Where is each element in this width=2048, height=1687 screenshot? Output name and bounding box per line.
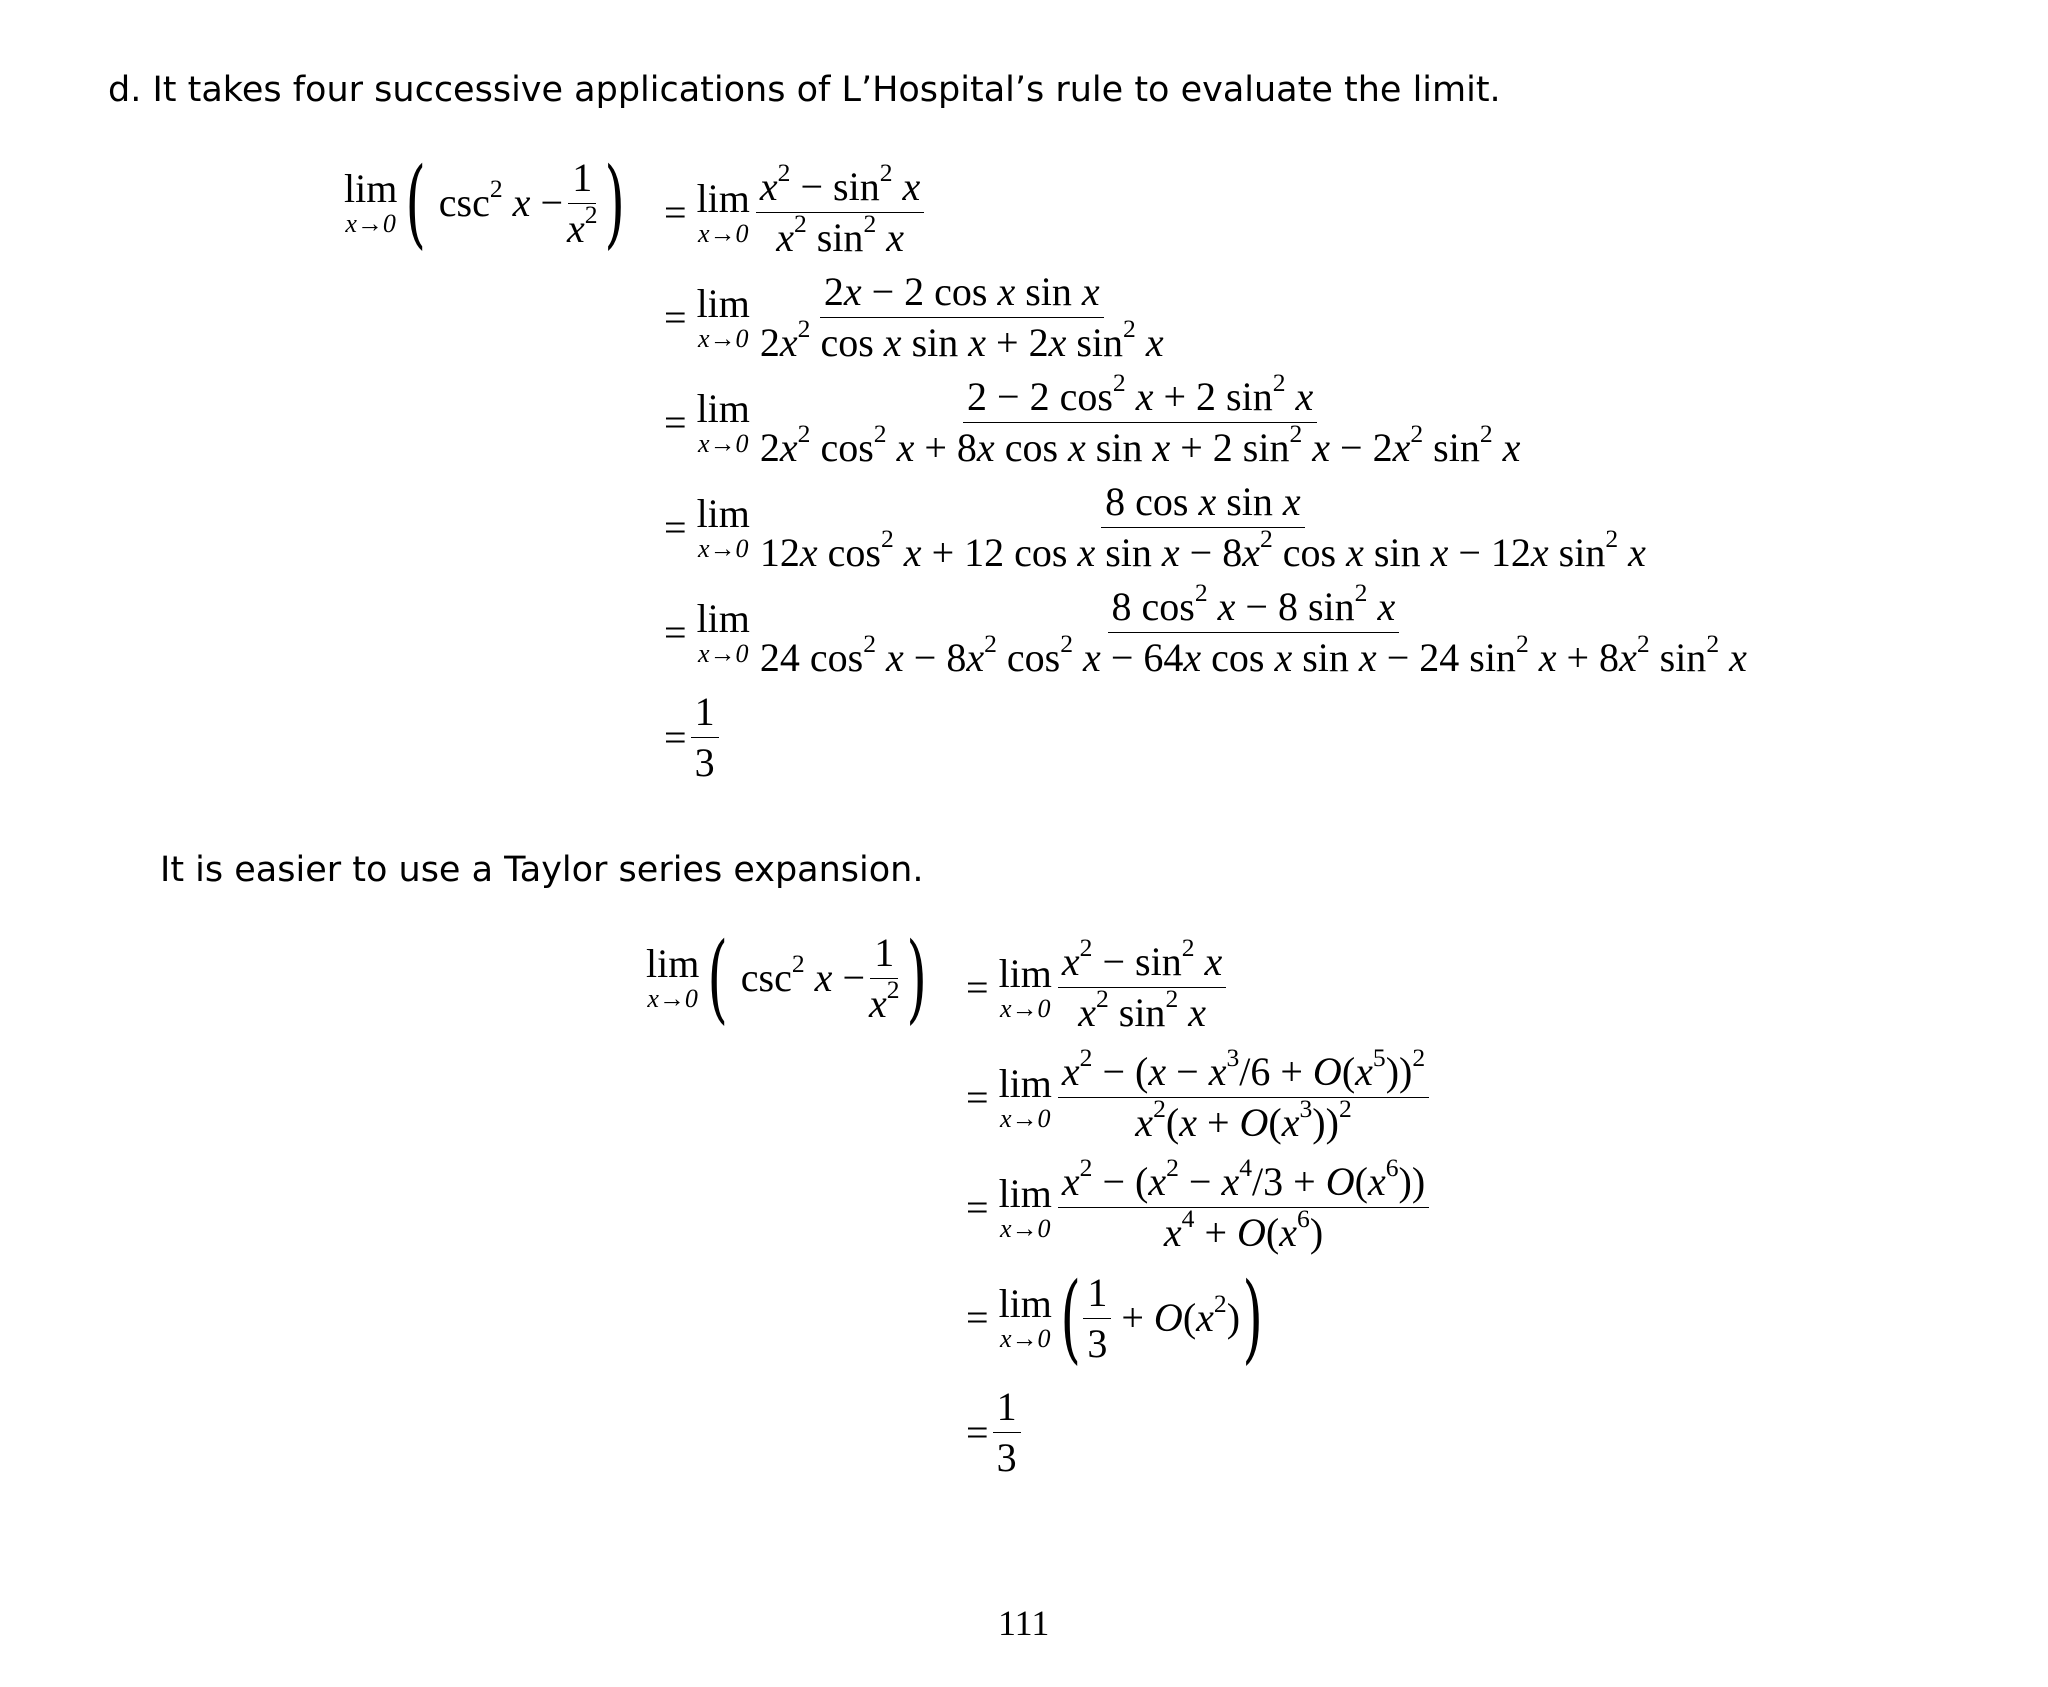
fraction: $\frac{2 - 2 \cos^2 x + 2 \sin^2 x}{2x^2 \cos^2 x + 8x \cos x \sin x + 2 \sin^2 x - 2x^2 \sin^2 x}$ <box>759 367 1521 470</box>
lhospital-step-4: = lim x→0 $\frac{\text{8 cos x sin x}}{12x \cos^2 x + 12 \cos x \sin x - 8x^2 \cos x \sin x - 12x \sin^2 x}$ <box>664 480 1650 575</box>
fraction: $\frac{1}{3}$ <box>1083 1271 1111 1366</box>
paragraph-d: d. It takes four successive applications of L’Hospital’s rule to evaluate the limit. <box>108 70 1501 110</box>
fraction: $\frac{1}{x^2}$ <box>869 929 900 1026</box>
taylor-step-1: = lim x→0 $\frac{x^2 - \sin^2 x}{x^2 \sin^2 x}$ <box>966 940 1226 1035</box>
taylor-step-3: = lim x→0 $\frac{x^2 - (x^2 - x^4/3 + O(x^6))}{x^4 + O(x^6)}$ <box>966 1160 1429 1255</box>
lim-operator: lim x→0 <box>344 166 398 238</box>
fraction: $\frac{1}{3}$ <box>691 690 719 785</box>
left-paren: ( <box>405 147 427 259</box>
left-paren: ( <box>1060 1262 1081 1374</box>
taylor-step-2: = lim x→0 $\frac{x^2 - (x - x^3/6 + O(x^5))^2}{x^2(x + O(x^3))^2}$ <box>966 1050 1429 1145</box>
lhospital-result: = $\frac{1}{3}$ <box>664 690 719 785</box>
taylor-lhs: lim x→0 ( $\csc^2 x$ − $\frac{1}{x^2}$ ) <box>646 922 927 1034</box>
left-paren: ( <box>707 922 729 1034</box>
fraction: $\frac{\text{8 cos x sin x}}{12x \cos^2 x + 12 \cos x \sin x - 8x^2 \cos x \sin x - 12x \sin^2 x}$ <box>759 479 1646 575</box>
fraction: $\frac{1}{x^2}$ <box>567 154 598 251</box>
right-paren: ) <box>1242 1262 1264 1374</box>
lhospital-lhs: lim x→0 ( $\csc^2 x$ − $\frac{1}{x^2}$ ) <box>344 147 625 259</box>
fraction: $\frac{x^2 - \sin^2 x}{x^2 \sin^2 x}$ <box>1058 940 1226 1035</box>
lhospital-step-1: = lim x→0 $\frac{x^2 - \sin^2 x}{x^2 \sin^2 x}$ <box>664 165 924 260</box>
page-number: 111 <box>998 1603 1050 1643</box>
lhospital-step-3: = lim x→0 $\frac{2 - 2 \cos^2 x + 2 \sin^2 x}{2x^2 \cos^2 x + 8x \cos x \sin x + 2 \sin^2 x - 2x^2 \sin^2 x}$ <box>664 375 1524 470</box>
fraction: 8 $\cos^2 x - 8$ $\sin^2 x$ 24 $\cos^2 x - 8x^2$ $\cos^2 x - 64x$ cos x sin x − 24 $\sin^2 x + 8x^2$ $\sin^2 x$ <box>759 577 1747 680</box>
lhospital-step-5: = lim x→0 8 $\cos^2 x - 8$ $\sin^2 x$ 24 $\cos^2 x - 8x^2$ $\cos^2 x - 64x$ cos x sin x − 24 $\sin^2 x + 8x^2$ $\sin^2 x$ <box>664 585 1751 680</box>
lhospital-step-2: = lim x→0 $\frac{\text{2x − 2 cos x sin x}}{2x^2 \cos x \sin x + 2x \sin^2 x}$ <box>664 270 1168 365</box>
fraction: $\frac{\text{2x − 2 cos x sin x}}{2x^2 \cos x \sin x + 2x \sin^2 x}$ <box>759 269 1164 365</box>
taylor-result: = $\frac{1}{3}$ <box>966 1385 1021 1480</box>
right-paren: ) <box>603 147 625 259</box>
fraction: $\frac{1}{3}$ <box>993 1385 1021 1480</box>
paragraph-taylor: It is easier to use a Taylor series expansion. <box>160 850 924 890</box>
fraction: $\frac{x^2 - \sin^2 x}{x^2 \sin^2 x}$ <box>756 165 924 260</box>
fraction: $\frac{x^2 - (x - x^3/6 + O(x^5))^2}{x^2(x + O(x^3))^2}$ <box>1058 1050 1429 1145</box>
right-paren: ) <box>905 922 927 1034</box>
fraction: $\frac{x^2 - (x^2 - x^4/3 + O(x^6))}{x^4 + O(x^6)}$ <box>1058 1160 1429 1255</box>
taylor-step-4: = lim x→0 ( $\frac{1}{3}$ + $O(x^2)$ ) <box>966 1262 1264 1374</box>
